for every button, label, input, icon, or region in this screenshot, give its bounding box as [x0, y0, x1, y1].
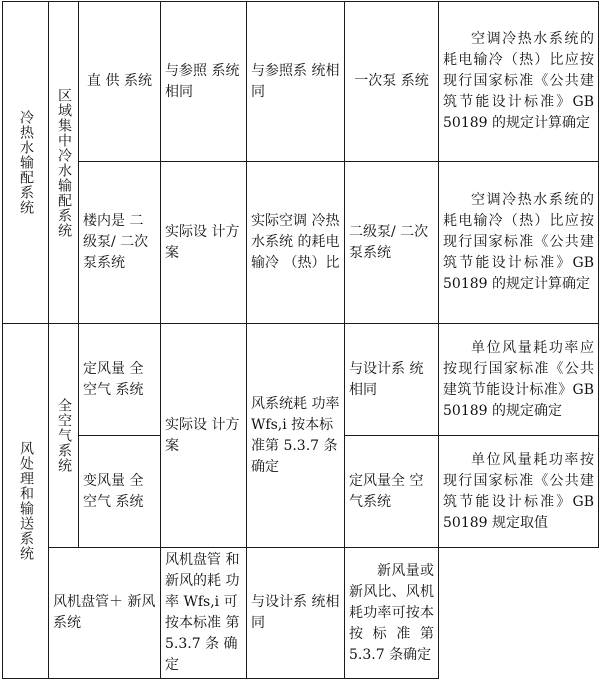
supply-type-text: 直 供 系统: [87, 73, 152, 89]
indicator-text: 与参照系 统相同: [251, 62, 340, 100]
indicator-cell: [247, 162, 345, 324]
table-row: [3, 548, 599, 679]
reference-case-cell: [247, 548, 345, 679]
system-label-air-handling: 风处理和输送系统: [3, 324, 49, 679]
reference-case-cell: [345, 162, 439, 324]
supply-type-cell: [79, 162, 161, 324]
supply-type-text: 楼内是 二级泵/ 二次泵系统: [83, 213, 149, 271]
air-type-text: 变风量 全空气 系统: [83, 472, 144, 510]
requirement-note: 单位风量耗功率应按现行国家标准《公共建筑节能设计标准》GB 50189 的规定确定: [439, 324, 599, 436]
air-type-cell: [79, 324, 161, 436]
design-case-text: 实际设 计方案: [165, 223, 240, 261]
indicator-text: 实际空调 冷热水系统 的耗电输冷 （热）比: [251, 213, 340, 271]
reference-case-cell: [345, 324, 439, 436]
air-type-cell: [49, 548, 161, 679]
table-row: [3, 162, 599, 324]
design-case-cell: [161, 162, 247, 324]
reference-case-text: 与设计系 统相同: [251, 594, 340, 631]
requirement-note: 单位风量耗功率按现行国家标准《公共建筑节能设计标准》GB 50189 规定取值: [439, 436, 599, 548]
energy-reference-table: [2, 1, 599, 679]
air-type-cell: [79, 436, 161, 548]
reference-case-cell: [345, 436, 439, 548]
scope-label-district-cooling: 区域集中冷水输配系统: [49, 2, 79, 324]
design-case-cell: [161, 2, 247, 162]
reference-case-cell: [345, 2, 439, 162]
table-row: [3, 2, 599, 162]
indicator-cell: [247, 324, 345, 548]
indicator-cell: [161, 548, 247, 679]
requirement-note: 空调冷热水系统的耗电输冷（热）比应按现行国家标准《公共建筑节能设计标准》GB 50189 的规定计算确定: [439, 162, 599, 324]
design-case-cell: [161, 324, 247, 548]
system-label-chilled-water: 冷热水输配系统: [3, 2, 49, 324]
reference-case-text: 二级泵/ 二次泵系统: [349, 223, 429, 261]
scope-label-all-air: 全空气系统: [49, 324, 79, 548]
reference-case-text: 定风量全 空气系统: [349, 472, 424, 510]
air-type-text: 定风量 全空气 系统: [83, 360, 144, 398]
air-type-text: 风机盘管＋ 新风系统: [53, 594, 156, 631]
design-case-text: 实际设 计方案: [165, 416, 240, 454]
requirement-note: 新风量或新风比、风机耗功率可按本按标准第 5.3.7 条确定: [345, 548, 439, 679]
reference-case-text: 与设计系 统相同: [349, 360, 424, 398]
supply-type-cell: [79, 2, 161, 162]
table-row: [3, 324, 599, 436]
design-case-text: 与参照 系统相同: [165, 62, 240, 100]
requirement-note: 空调冷热水系统的耗电输冷（热）比应按现行国家标准《公共建筑节能设计标准》GB 50189 的规定计算确定: [439, 2, 599, 162]
indicator-cell: [247, 2, 345, 162]
indicator-text: 风系统耗 功率 Wfs,i 按本标准第 5.3.7 条 确定: [251, 395, 340, 475]
indicator-text: 风机盘管 和新风的耗 功率 Wfs,i 可按本标准 第 5.3.7 条 确定: [165, 552, 240, 673]
reference-case-text: 一次泵 系统: [354, 73, 429, 89]
